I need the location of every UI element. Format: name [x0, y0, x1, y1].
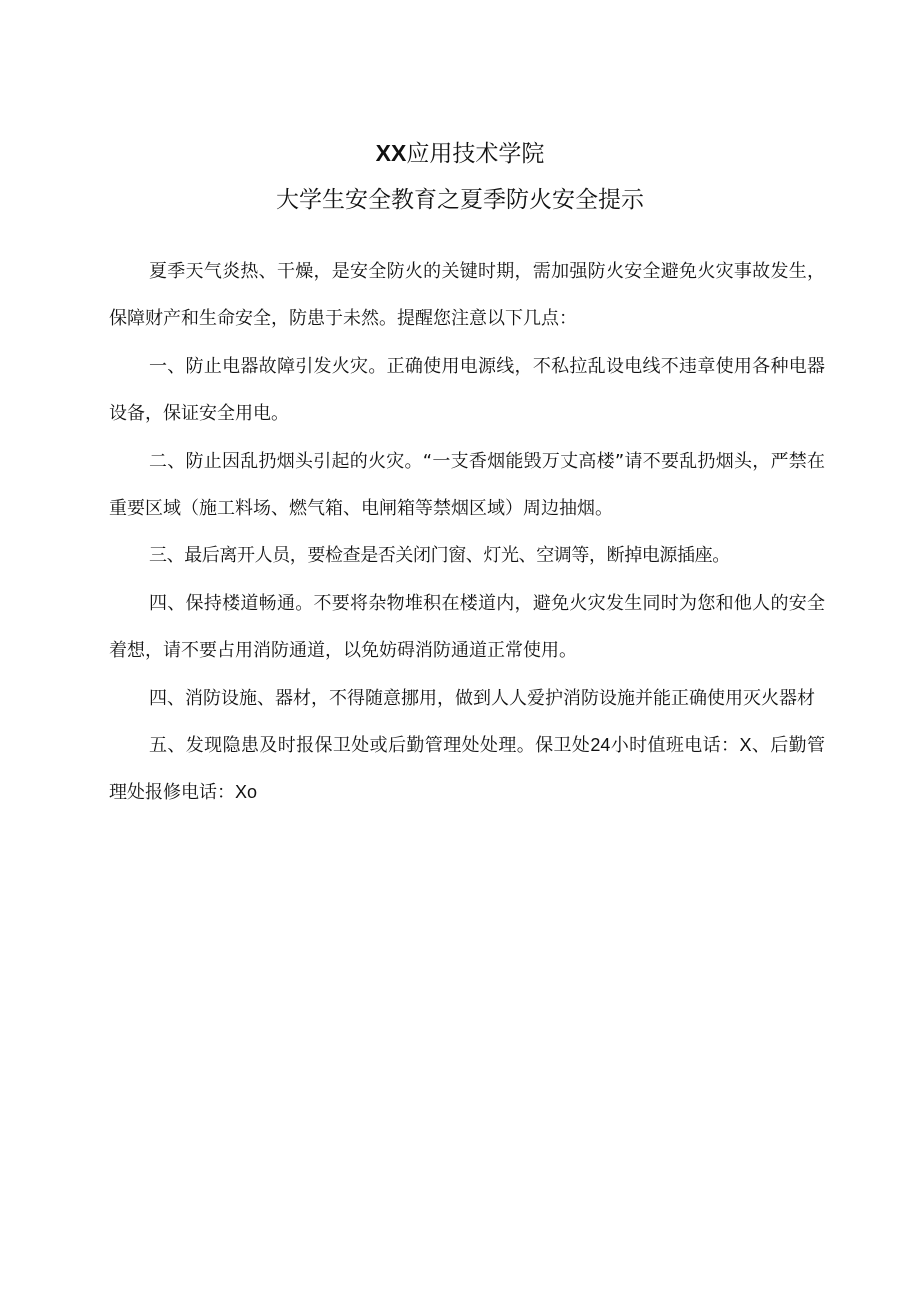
tip-report-hazard	[109, 722, 825, 817]
school-name: 应用技术学院	[406, 141, 545, 167]
report-text-1: 五、发现隐患及时报保卫处或后勤管理处处理。保卫处	[149, 735, 591, 757]
report-hours: 24	[590, 735, 611, 756]
tip-cigarette: 二、防止因乱扔烟头引起的火灾。“一支香烟能毁万丈高楼”请不要乱扔烟头，严禁在重要区域（施工料场、燃气箱、电闸箱等禁烟区域）周边抽烟。	[109, 450, 825, 520]
intro-paragraph: 夏季天气炎热、干燥，是安全防火的关键时期，需加强防火安全避免火灾事故发生，保障财产和生命安全，防患于未然。提醒您注意以下几点：	[109, 261, 825, 330]
tip-corridor: 四、保持楼道畅通。不要将杂物堆积在楼道内，避免火灾发生同时为您和他人的安全着想，请不要占用消防通道，以免妨碍消防通道正常使用。	[109, 592, 825, 662]
tip-electrical: 一、防止电器故障引发火灾。正确使用电源线，不私拉乱设电线不违章使用各种电器设备，保证安全用电。	[109, 355, 825, 425]
report-text-2: 小时值班电话：	[610, 735, 740, 757]
repair-phone: Xo	[235, 782, 258, 803]
school-title	[0, 138, 920, 169]
security-phone: X	[739, 735, 752, 756]
tip-last-leave: 三、最后离开人员，要检查是否关闭门窗、灯光、空调等，断掉电源插座。	[149, 545, 730, 567]
tip-fire-equipment: 四、消防设施、器材，不得随意挪用，做到人人爱护消防设施并能正确使用灭火器材	[149, 687, 815, 709]
school-prefix: XX	[375, 140, 407, 166]
document-subtitle: 大学生安全教育之夏季防火安全提示	[276, 187, 644, 213]
report-text-3: 、后勤管理处报修电话：	[109, 735, 826, 804]
document-body	[109, 248, 825, 817]
